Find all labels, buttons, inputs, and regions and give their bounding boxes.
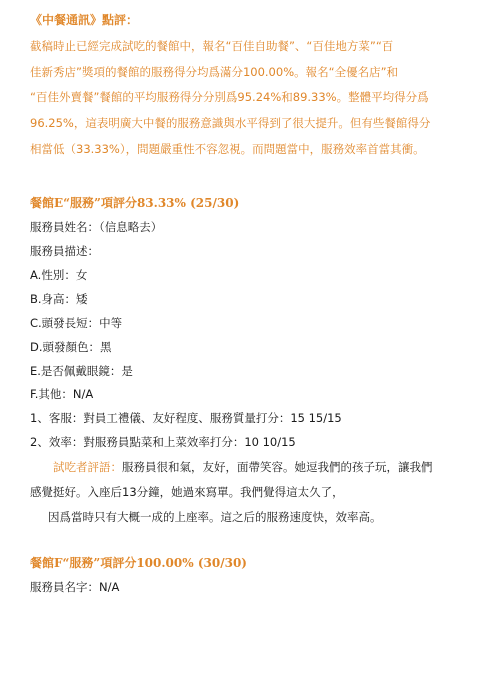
- intro-line-1: 截稿時止已經完成試吃的餐館中，報名“百佳自助餐”、“百佳地方菜”“百: [30, 39, 394, 53]
- intro-line-4: 96.25%，這表明廣大中餐的服務意識與水平得到了很大提升。但有些餐館得分: [30, 116, 431, 130]
- restaurant-e-staff-desc: 服務員描述：: [30, 244, 99, 258]
- attribute-gender: A.性別：女: [30, 268, 88, 282]
- attribute-hair-color: D.頭發顏色：黑: [30, 340, 112, 354]
- intro-title: 《中餐通訊》點評：: [30, 13, 139, 27]
- review-first-line: [53, 460, 433, 474]
- review-text-1: 服務員很和氣，友好，面帶笑容。她逗我們的孩子玩，讓我們: [122, 460, 433, 474]
- intro-line-2: 佳新秀店”獎項的餐館的服務得分均爲滿分100.00%。報名“全優名店”和: [30, 65, 399, 79]
- attribute-hair-length: C.頭發長短：中等: [30, 316, 123, 330]
- attribute-glasses: E.是否佩戴眼鏡：是: [30, 364, 133, 378]
- restaurant-e-staff-name: 服務員姓名：（信息略去）: [30, 220, 163, 234]
- restaurant-f-heading: 餐館F“服務”項評分100.00% (30/30): [30, 556, 247, 570]
- review-text-3: 因爲當時只有大概一成的上座率。這之后的服務速度快，效率高。: [48, 510, 382, 524]
- score-efficiency: 2、效率：對服務員點菜和上菜效率打分：10 10/15: [30, 435, 296, 449]
- intro-line-5: 相當低（33.33%），問題嚴重性不容忽視。而問題當中，服務效率首當其衝。: [30, 142, 425, 156]
- intro-line-3: “百佳外賣餐”餐館的平均服務得分分別爲95.24%和89.33%。整體平均得分爲: [30, 90, 429, 104]
- score-service: 1、客服：對員工禮儀、友好程度、服務質量打分：15 15/15: [30, 411, 342, 425]
- attribute-other: F.其他：N/A: [30, 387, 94, 401]
- restaurant-f-staff-name: 服務員名字：N/A: [30, 580, 120, 594]
- restaurant-e-heading: 餐館E“服務”項評分83.33% (25/30): [30, 196, 240, 210]
- review-text-2: 感覺挺好。入座后13分鐘，她過來寫單。我們覺得這太久了，: [30, 485, 344, 499]
- attribute-height: B.身高：矮: [30, 292, 88, 306]
- review-label: 試吃者評語：: [53, 460, 122, 474]
